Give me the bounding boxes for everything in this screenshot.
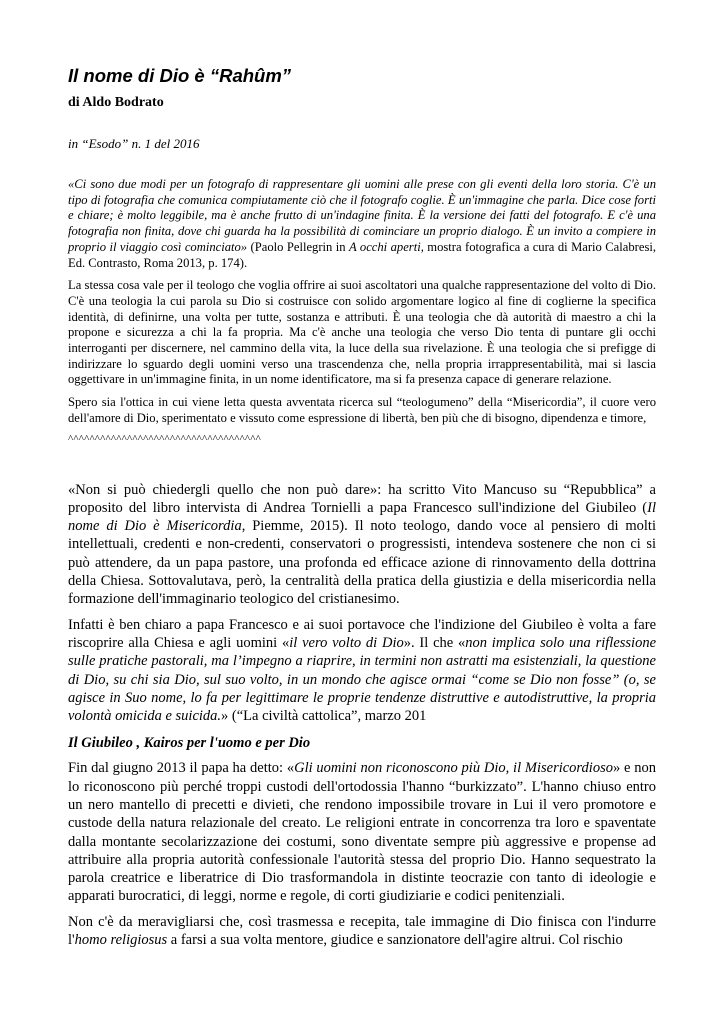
infatti-text-post: » (“La civiltà cattolica”, marzo 201 — [221, 708, 427, 725]
giugno-text-pre: Fin dal giugno 2013 il papa ha detto: « — [68, 760, 295, 777]
document-page — [68, 64, 656, 949]
quote-attribution-pre: (Paolo Pellegrin in — [247, 239, 349, 254]
section-subheading: Il Giubileo , Kairos per l'uomo e per Dio — [68, 735, 311, 752]
paragraph-teologo: La stessa cosa vale per il teologo che voglia offrire ai suoi ascoltatori una qualche rappresentazione del volto di Dio. C'è una teologia la cui parola su Dio si costruisce con solido argomentare logico al fine di coglierne la specifica identità, di definirne, una volta per tutte, sostanza e attributi. È una teologia che dà autorità di maestro a chi la propone e sicurezza a chi la fa propria. Ma c'è anche una teologia che verso Dio tenta di puntare gli occhi interroganti per discernere, nel cammino della vita, la luce della sua rivelazione. È una teologia che si prefigge di indirizzare lo sguardo degli uomini verso una trascendenza che, nella propria irrappresentabilità, mai si lascia oggettivare in un'immagine finita, in un nome identificatore, ma si fa presenza capace di generare relazione. — [68, 278, 656, 387]
nonce-text-post: a farsi a sua volta mentore, giudice e sanzionatore dell'agire altrui. Col rischio — [167, 932, 623, 949]
quote-attribution-post: mostra fotografica a cura di Mario Calabresi, Ed. Contrasto, Roma 2013, p. 174). — [68, 239, 656, 270]
nonce-text-pre: Non c'è da meravigliarsi che, così trasmessa e recepita, tale immagine di Dio finisca con l'indurre l' — [68, 913, 656, 949]
article-source: in “Esodo” n. 1 del 2016 — [68, 136, 200, 151]
paragraph-giugno — [68, 759, 656, 905]
opening-quote — [68, 177, 656, 271]
mancuso-book-title: Il nome di Dio è Misericordia — [68, 499, 656, 535]
quote-text: «Ci sono due modi per un fotografo di rappresentare gli uomini alle prese con gli eventi della loro storia. C'è un tipo di fotografia che comunica compiutamente ciò che il fotografo coglie. È un'immagine che parla. Dice cose forti e chiare; è molto leggibile, ma è anche frutto di un'indagine finita. È la versione dei fatti del fotografo. E c'è una fotografia non finita, dove chi guarda ha la possibilità di cominciare un proprio dialogo. È un invito a compiere in proprio il viaggio così cominciato» — [68, 177, 656, 254]
giugno-italic: Gli uomini non riconoscono più Dio, il Misericordioso — [294, 760, 613, 777]
separator: ^^^^^^^^^^^^^^^^^^^^^^^^^^^^^^^^^^^^ — [68, 432, 262, 445]
infatti-italic-2: non implica solo una riflessione sulle pratiche pastorali, ma l’impegno a riaprire, in termini non astratti ma esistenziali, la questione di Dio, su chi sia Dio, sul suo volto, in un mondo che agisce ormai “come se Dio non fosse” (o, se agisce in Suo nome, lo fa per legittimare le proprie tendenze distruttive e autodistruttive, la propria volontà omicida e suicida. — [68, 634, 657, 725]
paragraph-mancuso — [68, 481, 656, 609]
paragraph-nonce — [68, 913, 656, 950]
article-author: di Aldo Bodrato — [68, 95, 164, 110]
nonce-italic: homo religiosus — [74, 932, 168, 949]
mancuso-text-post: , Piemme, 2015). Il noto teologo, dando voce al pensiero di molti intellettuali, credenti e non-credenti, conservatori o progressisti, intendeva sostenere che non ci si può attendere, da un papa pastore, una profonda ed efficace azione di rinnovamento della dottrina della Chiesa. Sottovalutava, però, la centralità della pratica della giustizia e della misericordia nella formazione dell'immaginario teologico del cristianesimo. — [68, 518, 656, 608]
giugno-text-post: » e non lo riconoscono più perché troppi custodi dell'ortodossia l'hanno “burkizzato”. L'hanno chiuso entro un nero mantello di precetti e divieti, che rendono impossibile trovare in Lui il vero promotore e custode della natura relazionale del creato. Le religioni entrate in concorrenza tra loro e spaventate dalla montante secolarizzazione dei costumi, sono diventate sempre più aggressive e propense ad attribuire alla propria autorità confessionale l'autorità stessa del proprio Dio. Hanno sequestrato la parola creatrice e liberatrice di Dio trasformandola in distinte teocrazie con tanto di ideologie e apparati burocratici, di leggi, norme e regole, di corti giudiziarie e codici penitenziali. — [68, 760, 656, 905]
paragraph-spero: Spero sia l'ottica in cui viene letta questa avventata ricerca sul “teologumeno” della “Misericordia”, il cuore vero dell'amore di Dio, sperimentato e vissuto come espressione di libertà, ben più che di bisogno, dipendenza e timore, — [68, 395, 656, 425]
article-title: Il nome di Dio è “Rahûm” — [68, 65, 292, 86]
infatti-italic-1: il vero volto di Dio — [289, 634, 404, 651]
infatti-text-mid: ». Il che « — [403, 634, 466, 651]
mancuso-text-pre: «Non si può chiedergli quello che non può dare»: ha scritto Vito Mancuso su “Repubblica” a proposito del libro intervista di Andrea Tornielli a papa Francesco sull'indizione del Giubileo ( — [68, 481, 656, 516]
quote-attribution-book: A occhi aperti, — [349, 239, 424, 254]
paragraph-infatti — [68, 616, 656, 726]
infatti-text-pre: Infatti è ben chiaro a papa Francesco e ai suoi portavoce che l'indizione del Giubileo è volta a fare riscoprire alla Chiesa e agli uomini « — [68, 616, 656, 651]
